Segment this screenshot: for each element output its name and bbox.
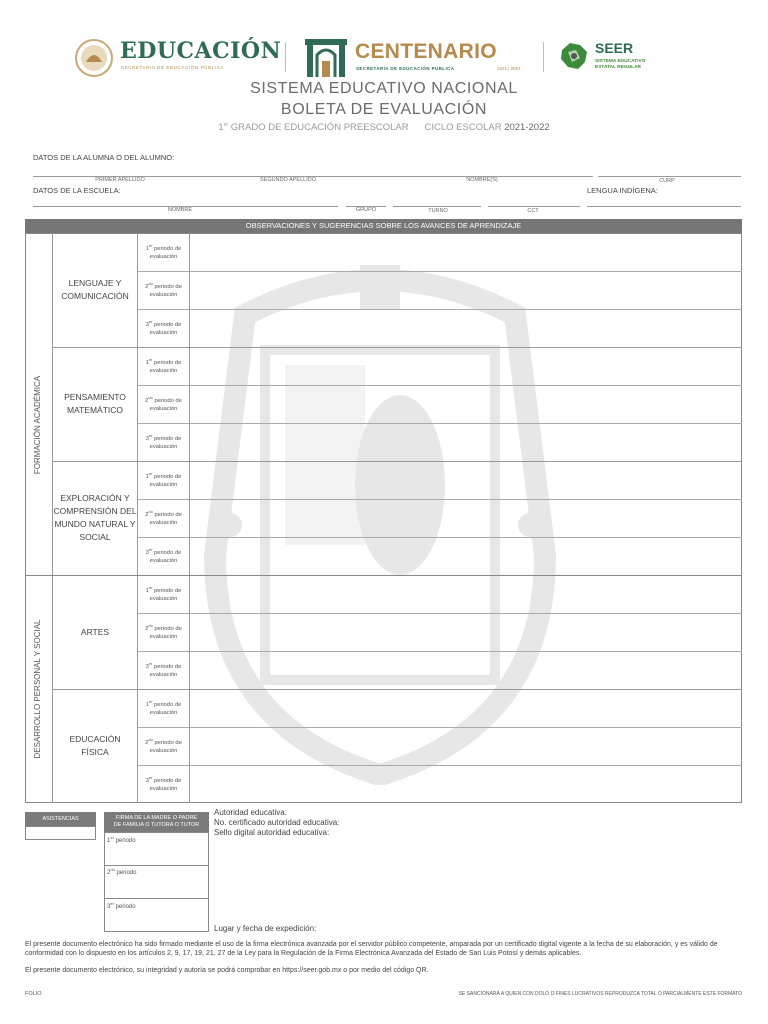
period-label: 3er periodo de evaluación <box>145 319 182 337</box>
period-label: $2^{do}$ periodo de evaluación <box>145 737 182 755</box>
period-label: $2^{do}$ periodo de evaluación <box>145 395 182 413</box>
logo-centenario-title: CENTENARIO <box>355 40 497 63</box>
signature-period-2: $2^{do}$ periodo <box>107 867 137 876</box>
observation-cell[interactable] <box>190 690 741 727</box>
period-label: 1er periodo de evaluación <box>145 357 182 375</box>
period-label: $2^{do}$ periodo de evaluación <box>145 281 182 299</box>
subject-label: ARTES <box>80 626 110 637</box>
period-label: 3er periodo de evaluación <box>145 775 182 793</box>
logo-educacion-subtitle: SECRETARÍA DE EDUCACIÓN PÚBLICA <box>121 65 225 70</box>
observation-cell[interactable] <box>190 728 741 765</box>
observation-cell[interactable] <box>190 272 741 309</box>
field-cct: CCT <box>527 208 539 214</box>
period-label: 1er periodo de evaluación <box>145 471 182 489</box>
curp-line <box>598 176 741 177</box>
subject-label: PENSAMIENTO MATEMÁTICO <box>64 392 126 415</box>
logo-seer-title: SEER <box>595 40 634 56</box>
grade-number: 1 <box>218 122 224 134</box>
observation-cell[interactable] <box>190 462 741 499</box>
mexico-seal-icon <box>74 38 114 78</box>
field-names: NOMBRE(S) <box>466 177 498 183</box>
signature-divider <box>104 865 209 866</box>
logo-educacion-title: EDUCACIÓN <box>120 38 282 64</box>
observation-cell[interactable] <box>190 424 741 461</box>
signature-period-1: 1er periodo <box>107 835 136 844</box>
period-label: 3er periodo de evaluación <box>145 661 182 679</box>
subject-label: EDUCACIÓN FÍSICA <box>69 734 121 757</box>
legal-notice-signature: El presente documento electrónico ha sido firmado mediante el uso de la firma electrónica avanzada por el servidor público competente, amparada por un certificado digital vigente a la fecha de su elaboración, y es válido de conformidad con lo dispuesto en los artículos 2, 9, 17, 19, 21, 27 de la Ley para la Regulación de la Firma Electrónica Avanzada del Estado de San Luis Potosí y demás aplicables. <box>25 941 718 957</box>
period-label: 1er periodo de evaluación <box>145 243 182 261</box>
grade-ordinal: er <box>223 122 229 128</box>
period-label: 3er periodo de evaluación <box>145 547 182 565</box>
signature-box <box>104 832 209 932</box>
seer-map-icon <box>558 40 590 72</box>
field-shift: TURNO <box>428 208 448 214</box>
legal-notice-verification: El presente documento electrónico, su integridad y autoría se podrá comprobar en https://seer.gob.mx o por medio del código QR. <box>25 967 429 974</box>
field-school-name: NOMBRE <box>167 207 193 213</box>
period-label: 1er periodo de evaluación <box>145 699 182 717</box>
observation-cell[interactable] <box>190 614 741 651</box>
observation-cell[interactable] <box>190 538 741 575</box>
group-label-personal-social: DESARROLLO PERSONAL Y SOCIAL <box>33 619 42 759</box>
subject-label: EXPLORACIÓN Y COMPRENSIÓN DEL MUNDO NATURAL Y SOCIAL <box>53 493 137 542</box>
place-date-label: Lugar y fecha de expedición: <box>214 924 317 933</box>
grade-cycle-line <box>0 122 768 133</box>
subject-label: LENGUAJE Y COMUNICACIÓN <box>61 278 129 301</box>
period-label: 1er periodo de evaluación <box>145 585 182 603</box>
reproduction-warning: SE SANCIONARÁ A QUIEN CON DOLO O FINES LUCRATIVOS REPRODUZCA TOTAL O PARCIALMENTE ESTE FORMATO <box>458 991 742 997</box>
logo-seer-subtitle-1: SISTEMA EDUCATIVO <box>595 59 646 64</box>
indigenous-language-label: LENGUA INDÍGENA: <box>587 186 658 195</box>
observation-cell[interactable] <box>190 576 741 613</box>
cycle-value: 2021-2022 <box>504 122 550 134</box>
logo-centenario-years: 1921 | 2021 <box>497 66 521 71</box>
field-group: GRUPO <box>355 207 377 213</box>
signature-period-3: 3er periodo <box>107 901 136 910</box>
period-label: $2^{do}$ periodo de evaluación <box>145 623 182 641</box>
table-header: OBSERVACIONES Y SUGERENCIAS SOBRE LOS AVANCES DE APRENDIZAJE <box>25 219 742 233</box>
observation-cell[interactable] <box>190 500 741 537</box>
document-subtitle: BOLETA DE EVALUACIÓN <box>280 101 488 118</box>
observation-cell[interactable] <box>190 766 741 803</box>
indigenous-line <box>587 206 741 207</box>
student-data-label: DATOS DE LA ALUMNA O DEL ALUMNO: <box>33 153 175 162</box>
period-label: 3er periodo de evaluación <box>145 433 182 451</box>
observation-cell[interactable] <box>190 310 741 347</box>
logo-centenario-subtitle: SECRETARÍA DE EDUCACIÓN PÚBLICA <box>356 66 455 71</box>
group-label-academic: FORMACIÓN ACADÉMICA <box>33 375 42 475</box>
attendance-header: ASISTENCIAS <box>25 812 96 826</box>
cycle-label: CICLO ESCOLAR <box>424 122 502 134</box>
logo-seer-subtitle-2: ESTATAL REGULAR <box>595 65 642 70</box>
school-data-label: DATOS DE LA ESCUELA: <box>33 186 121 195</box>
authority-label: Autoridad educativa: <box>214 808 287 817</box>
signature-header: FIRMA DE LA MADRE O PADRE DE FAMILIA O TUTORA O TUTOR <box>104 812 209 832</box>
observation-cell[interactable] <box>190 348 741 385</box>
folio-label: FOLIO <box>25 991 42 997</box>
certificate-label: No. certificado autoridad educativa: <box>214 818 340 827</box>
document-title: SISTEMA EDUCATIVO NACIONAL <box>250 80 518 97</box>
field-curp: CURP <box>659 178 675 184</box>
grade-text: GRADO DE EDUCACIÓN PREESCOLAR <box>230 122 409 134</box>
observation-cell[interactable] <box>190 652 741 689</box>
building-icon <box>303 37 349 79</box>
attendance-box <box>25 826 96 840</box>
seal-label: Sello digital autoridad educativa: <box>214 828 330 837</box>
field-first-surname: PRIMER APELLIDO <box>95 177 145 183</box>
field-second-surname: SEGUNDO APELLIDO <box>260 177 316 183</box>
logo-divider <box>543 42 544 72</box>
cct-line <box>488 206 580 207</box>
logo-divider <box>285 42 286 72</box>
shift-line <box>393 206 481 207</box>
observation-cell[interactable] <box>190 234 741 271</box>
observation-cell[interactable] <box>190 386 741 423</box>
period-label: $2^{do}$ periodo de evaluación <box>145 509 182 527</box>
signature-divider <box>104 898 209 899</box>
